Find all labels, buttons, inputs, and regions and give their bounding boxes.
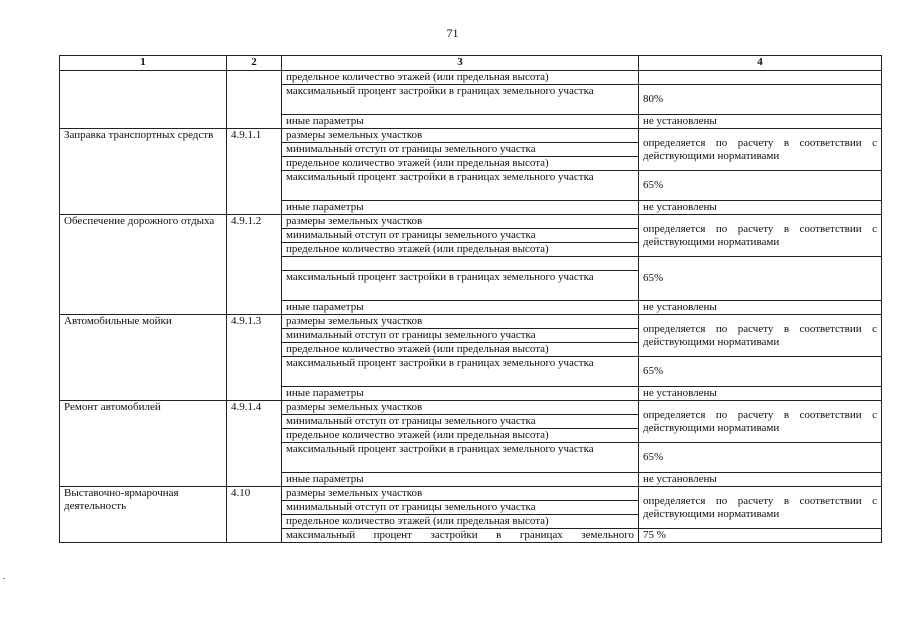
param-other: иные параметры [282,115,639,129]
value-rule: определяется по расчету в соответствии с действующими нормативами [639,315,882,357]
param-plot-size: размеры земельных участков [282,315,639,329]
param-plot-size: размеры земельных участков [282,129,639,143]
use-type-code: 4.9.1.1 [227,129,282,215]
param-max-floors: предельное количество этажей (или предельная высота) [282,243,639,257]
value-other: не установлены [639,115,882,129]
use-type-code: 4.9.1.3 [227,315,282,401]
table-row [60,315,882,329]
header-col-2: 2 [227,56,282,71]
table-row [60,129,882,143]
param-plot-size: размеры земельных участков [282,487,639,501]
header-col-1: 1 [60,56,227,71]
table-row [60,215,882,229]
value-coverage: 65% [639,257,882,301]
value-other: не установлены [639,301,882,315]
param-other: иные параметры [282,473,639,487]
param-max-floors: предельное количество этажей (или предельная высота) [282,157,639,171]
value-coverage: 65% [639,357,882,387]
value-other: не установлены [639,473,882,487]
param-max-coverage: максимальный процент застройки в границах земельного [282,529,639,543]
param-min-setback: минимальный отступ от границы земельного участка [282,415,639,429]
use-type-name: Обеспечение дорожного отдыха [60,215,227,315]
header-col-4: 4 [639,56,882,71]
value-coverage: 65% [639,443,882,473]
param-min-setback: минимальный отступ от границы земельного участка [282,501,639,515]
param-min-setback: минимальный отступ от границы земельного участка [282,329,639,343]
param-other: иные параметры [282,201,639,215]
use-type-name: Выставочно-ярмарочная деятельность [60,487,227,543]
scan-mark [3,578,5,579]
table-row [60,71,882,85]
table-row [60,401,882,415]
param-max-coverage: максимальный процент застройки в границах земельного участка [282,443,639,473]
header-row [60,56,882,71]
continued-code-cell [227,71,282,129]
value-coverage: 65% [639,171,882,201]
param-other: иные параметры [282,387,639,401]
page-number: 71 [446,26,459,40]
param-min-setback: минимальный отступ от границы земельного участка [282,229,639,243]
param-empty [282,257,639,271]
use-type-name: Ремонт автомобилей [60,401,227,487]
param-max-coverage: максимальный процент застройки в границах земельного участка [282,357,639,387]
header-col-3: 3 [282,56,639,71]
param-max-coverage: максимальный процент застройки в границах земельного участка [282,171,639,201]
table-row [60,487,882,501]
param-max-floors: предельное количество этажей (или предельная высота) [282,515,639,529]
value-coverage: 75 % [639,529,882,543]
use-type-name: Заправка транспортных средств [60,129,227,215]
param-other: иные параметры [282,301,639,315]
param-max-coverage: максимальный процент застройки в границах земельного участка [282,271,639,301]
value-rule: определяется по расчету в соответствии с действующими нормативами [639,215,882,257]
value-other: не установлены [639,387,882,401]
value-coverage: 80% [639,85,882,115]
value-rule: определяется по расчету в соответствии с действующими нормативами [639,487,882,529]
param-plot-size: размеры земельных участков [282,215,639,229]
param-max-floors: предельное количество этажей (или предельная высота) [282,429,639,443]
param-min-setback: минимальный отступ от границы земельного участка [282,143,639,157]
use-type-name: Автомобильные мойки [60,315,227,401]
use-type-code: 4.9.1.4 [227,401,282,487]
param-max-floors: предельное количество этажей (или предельная высота) [282,71,639,85]
continued-name-cell [60,71,227,129]
value-rule: определяется по расчету в соответствии с действующими нормативами [639,129,882,171]
param-max-floors: предельное количество этажей (или предельная высота) [282,343,639,357]
param-plot-size: размеры земельных участков [282,401,639,415]
value-rule: определяется по расчету в соответствии с действующими нормативами [639,401,882,443]
value-empty [639,71,882,85]
use-type-code: 4.10 [227,487,282,543]
param-max-coverage: максимальный процент застройки в границах земельного участка [282,85,639,115]
land-use-parameters-table [59,55,882,543]
value-other: не установлены [639,201,882,215]
use-type-code: 4.9.1.2 [227,215,282,315]
